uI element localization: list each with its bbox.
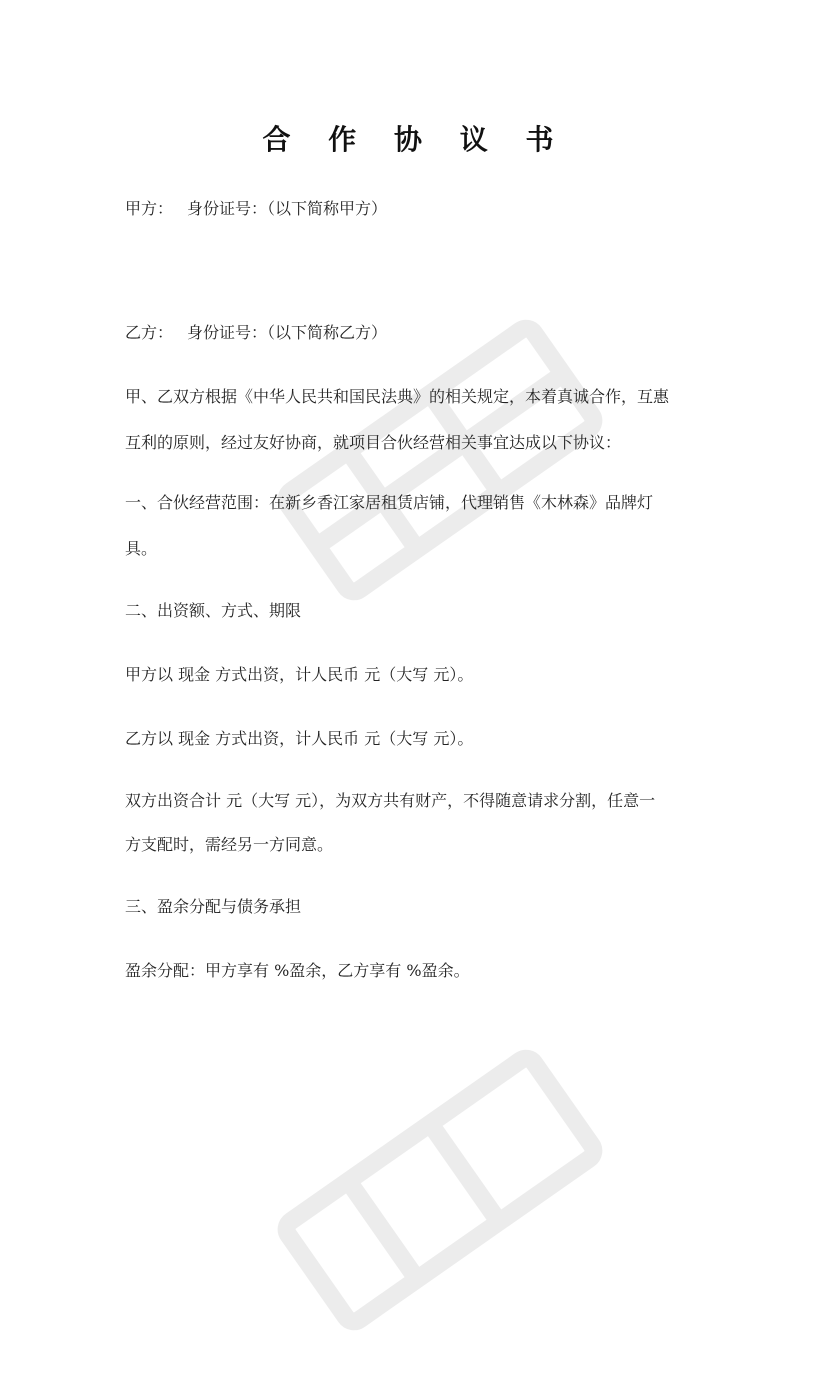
party-a-abbrev: （以下简称甲方） [267, 199, 388, 218]
total-contribution-line-1: 双方出资合计 元（大写 元），为双方共有财产，不得随意请求分割，任意一 [125, 791, 656, 810]
party-b-id-label: 身份证号： [187, 323, 268, 342]
party-a-id-label: 身份证号： [187, 199, 268, 218]
profit-distribution: 盈余分配：甲方享有 %盈余，乙方享有 %盈余。 [125, 961, 470, 980]
party-b-line [125, 323, 715, 343]
section1-line-1: 一、合伙经营范围：在新乡香江家居租赁店铺，代理销售《木林森》品牌灯 [125, 493, 654, 512]
party-a-contribution: 甲方以 现金 方式出资，计人民币 元（大写 元）。 [125, 665, 474, 684]
intro-line-1: 甲、乙双方根据《中华人民共和国民法典》的相关规定，本着真诚合作，互惠 [125, 387, 670, 406]
party-a-line [125, 199, 715, 219]
section1-line-2: 具。 [125, 539, 158, 558]
party-b-label: 乙方： [125, 323, 174, 342]
document-title: 合 作 协 议 书 [262, 123, 568, 156]
party-a-label: 甲方： [125, 199, 174, 218]
party-b-abbrev: （以下简称乙方） [267, 323, 388, 342]
total-contribution-line-2: 方支配时，需经另一方同意。 [125, 835, 334, 854]
watermark-logo-bottom [230, 980, 650, 1400]
intro-line-2: 互利的原则，经过友好协商，就项目合伙经营相关事宜达成以下协议： [125, 433, 622, 452]
section3-heading: 三、盈余分配与债务承担 [125, 897, 302, 916]
party-b-contribution: 乙方以 现金 方式出资，计人民币 元（大写 元）。 [125, 729, 474, 748]
section2-heading: 二、出资额、方式、期限 [125, 601, 302, 620]
